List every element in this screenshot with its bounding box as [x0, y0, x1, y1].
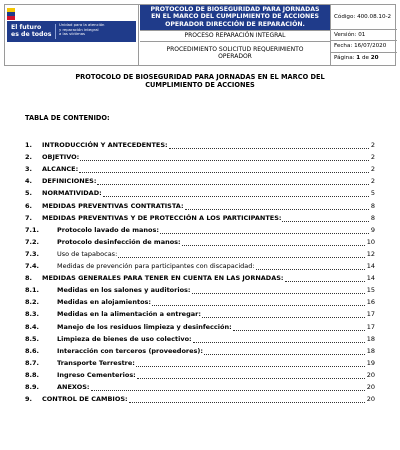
toc-entry-page: 12	[366, 249, 375, 258]
toc-entry-page: 20	[366, 370, 375, 379]
toc-leader-dots	[137, 378, 365, 379]
toc-entry-number: 8.1.	[25, 286, 39, 295]
document-date: Fecha: 16/07/2020	[331, 41, 397, 53]
toc-entry[interactable]	[25, 248, 375, 260]
toc-entry[interactable]	[25, 236, 375, 248]
toc-entry-label: MEDIDAS PREVENTIVAS Y DE PROTECCIÓN A LOS PARTICIPANTES:	[42, 213, 282, 222]
toc-entry-page: 9	[370, 225, 375, 234]
logo-unit-name	[59, 23, 104, 37]
toc-entry-label: Medidas en alojamientos:	[57, 298, 151, 307]
page-mid: de	[360, 55, 371, 61]
header-title	[140, 5, 330, 30]
document-title	[40, 73, 360, 89]
toc-entry[interactable]	[25, 345, 375, 357]
page-prefix: Página:	[334, 55, 357, 61]
toc-entry[interactable]	[25, 357, 375, 369]
toc-entry-number: 7.1.	[25, 225, 39, 234]
toc-entry-label: Medidas en los salones y auditorios:	[57, 286, 191, 295]
toc-entry[interactable]	[25, 272, 375, 284]
header-title-line2: EN EL MARCO DEL CUMPLIMIENTO DE ACCIONES	[151, 13, 319, 21]
toc-entry-number: 8.7.	[25, 358, 39, 367]
toc-entry[interactable]	[25, 369, 375, 381]
page-total: 20	[370, 55, 379, 61]
toc-heading: TABLA DE CONTENIDO:	[25, 114, 110, 122]
header-process: PROCESO REPARACIÓN INTEGRAL	[140, 30, 330, 41]
toc-entry[interactable]	[25, 320, 375, 332]
toc-entry-page: 2	[370, 141, 375, 150]
toc-entry[interactable]	[25, 393, 375, 405]
logo-unit-line1: Unidad para la atención	[59, 22, 105, 27]
document-version: Versión: 01	[331, 30, 397, 41]
header-title-line1: PROTOCOLO DE BIOSEGURIDAD PARA JORNADAS	[150, 6, 320, 13]
toc-entry-number: 7.4.	[25, 262, 39, 271]
toc-entry-number: 8.5.	[25, 334, 39, 343]
toc-leader-dots	[91, 390, 365, 391]
toc-entry-number: 1.	[25, 141, 32, 150]
toc-entry[interactable]	[25, 212, 375, 224]
toc-entry-page: 14	[366, 274, 375, 283]
toc-entry-label: MEDIDAS GENERALES PARA TENER EN CUENTA EN LAS JORNADAS:	[42, 274, 284, 283]
toc-entry-label: Interacción con terceros (proveedores):	[57, 346, 203, 355]
toc-entry-page: 17	[366, 322, 375, 331]
toc-entry-page: 18	[366, 334, 375, 343]
toc-entry[interactable]	[25, 381, 375, 393]
logo-unit-line2: y reparación integral	[59, 26, 99, 32]
page-indicator	[331, 53, 397, 65]
toc-entry-page: 20	[366, 395, 375, 404]
toc-entry-number: 8.9.	[25, 382, 39, 391]
toc-entry-number: 8.8.	[25, 370, 39, 379]
toc-entry-page: 17	[366, 310, 375, 319]
toc-entry-label: Medidas de prevención para participantes con discapacidad:	[57, 262, 255, 271]
logo-banner	[7, 21, 136, 42]
toc-entry[interactable]	[25, 333, 375, 345]
toc-entry-number: 8.2.	[25, 298, 39, 307]
toc-leader-dots	[185, 209, 369, 210]
toc-entry[interactable]	[25, 175, 375, 187]
toc-entry-number: 8.4.	[25, 322, 39, 331]
toc-entry-label: Ingreso Cementerios:	[57, 370, 136, 379]
toc-leader-dots	[193, 342, 365, 343]
toc-entry-page: 5	[370, 189, 375, 198]
document-code: Código: 400.08.10-2	[331, 5, 397, 30]
toc-entry[interactable]	[25, 151, 375, 163]
toc-leader-dots	[80, 160, 369, 161]
toc-leader-dots	[256, 269, 365, 270]
toc-entry-number: 6.	[25, 201, 32, 210]
toc-entry-number: 8.	[25, 274, 32, 283]
logo-slogan-line2: es de todos	[11, 31, 52, 38]
toc-entry-label: Manejo de los residuos limpieza y desinfección:	[57, 322, 232, 331]
logo-slogan	[11, 24, 51, 38]
document-title-line1: PROTOCOLO DE BIOSEGURIDAD PARA JORNADAS EN EL MARCO DEL	[75, 73, 325, 81]
header-procedure	[140, 41, 330, 65]
toc-entry-number: 7.2.	[25, 237, 39, 246]
toc-entry-label: MEDIDAS PREVENTIVAS CONTRATISTA:	[42, 201, 184, 210]
toc-leader-dots	[202, 317, 365, 318]
toc-entry[interactable]	[25, 139, 375, 151]
toc-entry-number: 8.3.	[25, 310, 39, 319]
toc-entry-label: Limpieza de bienes de uso colectivo:	[57, 334, 192, 343]
toc-entry-page: 15	[366, 286, 375, 295]
toc-entry[interactable]	[25, 296, 375, 308]
toc-leader-dots	[233, 330, 365, 331]
toc-entry-page: 8	[370, 213, 375, 222]
toc-entry[interactable]	[25, 224, 375, 236]
toc-leader-dots	[160, 233, 369, 234]
toc-leader-dots	[118, 257, 365, 258]
toc-entry[interactable]	[25, 163, 375, 175]
page-current: 1	[356, 55, 361, 61]
flag-icon	[7, 8, 15, 20]
toc-entry-page: 10	[366, 237, 375, 246]
toc-entry[interactable]	[25, 199, 375, 211]
toc-entry-number: 9.	[25, 395, 32, 404]
toc-entry-page: 2	[370, 165, 375, 174]
toc-entry[interactable]	[25, 187, 375, 199]
toc-entry-page: 2	[370, 177, 375, 186]
header-meta	[330, 5, 396, 65]
document-title-line2: CUMPLIMIENTO DE ACCIONES	[145, 81, 255, 90]
toc-entry-label: Protocolo lavado de manos:	[57, 225, 159, 234]
toc-entry-label: ALCANCE:	[42, 165, 79, 174]
document-header	[4, 4, 396, 66]
toc-entry-label: INTRODUCCIÓN Y ANTECEDENTES:	[42, 141, 168, 150]
toc-entry[interactable]	[25, 260, 375, 272]
toc-entry-label: DEFINICIONES:	[42, 177, 97, 186]
toc-entry-number: 5.	[25, 189, 32, 198]
toc-entry-page: 16	[366, 298, 375, 307]
toc-entry[interactable]	[25, 308, 375, 320]
toc-leader-dots	[152, 305, 365, 306]
toc-leader-dots	[282, 221, 369, 222]
header-procedure-line1: PROCEDIMIENTO SOLICITUD REQUERIMIENTO	[166, 46, 304, 53]
logo-unit-line3: a las víctimas	[59, 31, 86, 37]
toc-leader-dots	[103, 196, 369, 197]
toc-leader-dots	[169, 148, 369, 149]
institution-logo	[5, 5, 139, 65]
toc-entry-number: 7.	[25, 213, 32, 222]
toc-entry-number: 3.	[25, 165, 32, 174]
toc-leader-dots	[192, 293, 365, 294]
toc-entry-label: OBJETIVO:	[42, 153, 80, 162]
toc-entry-page: 20	[366, 382, 375, 391]
toc-entry-number: 7.3.	[25, 249, 39, 258]
toc-leader-dots	[79, 172, 369, 173]
toc-entry-page: 19	[366, 358, 375, 367]
toc-leader-dots	[97, 184, 369, 185]
toc-entry-label: CONTROL DE CAMBIOS:	[42, 395, 128, 404]
logo-slogan-line1: El futuro	[11, 24, 42, 31]
toc-entry-number: 4.	[25, 177, 32, 186]
toc-entry-label: Medidas en la alimentación a entregar:	[57, 310, 201, 319]
toc-leader-dots	[182, 245, 365, 246]
toc-entry-number: 2.	[25, 153, 32, 162]
toc-entry-page: 14	[366, 262, 375, 271]
toc-entry-label: ANEXOS:	[57, 382, 90, 391]
toc-entry-number: 8.6.	[25, 346, 39, 355]
toc-leader-dots	[204, 354, 365, 355]
logo-divider	[55, 24, 56, 39]
header-procedure-line2: OPERADOR	[218, 53, 252, 61]
toc-entry-label: Transporte Terrestre:	[57, 358, 135, 367]
toc-entry-page: 8	[370, 201, 375, 210]
toc-entry-page: 2	[370, 153, 375, 162]
toc-entry-label: Uso de tapabocas:	[57, 249, 118, 258]
toc-entry-page: 18	[366, 346, 375, 355]
header-title-line3: OPERADOR DIRECCIÓN DE REPARACIÓN.	[165, 20, 305, 28]
toc-entry-label: Protocolo desinfección de manos:	[57, 237, 181, 246]
toc-entry-label: NORMATIVIDAD:	[42, 189, 102, 198]
toc-entry[interactable]	[25, 284, 375, 296]
table-of-contents	[25, 139, 375, 405]
toc-leader-dots	[285, 281, 365, 282]
toc-leader-dots	[136, 366, 365, 367]
toc-leader-dots	[129, 402, 365, 403]
